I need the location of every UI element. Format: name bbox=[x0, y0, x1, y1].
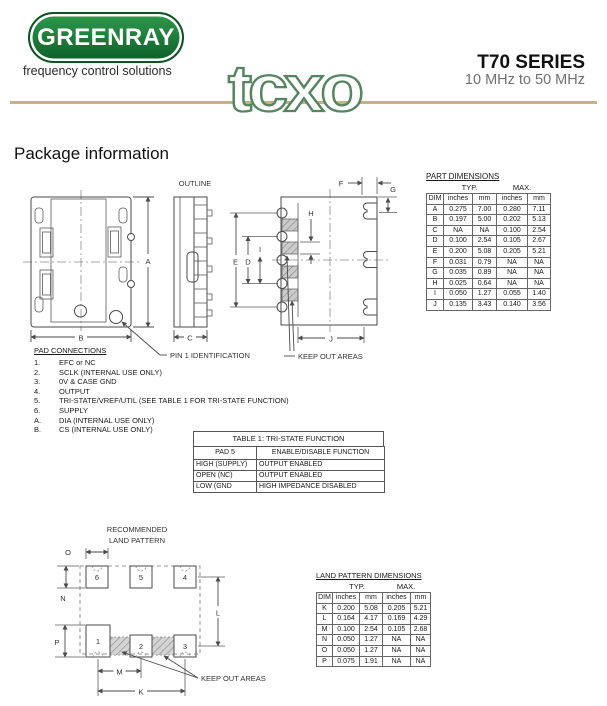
table-row bbox=[427, 225, 551, 236]
package-drawing bbox=[0, 168, 432, 374]
table-cell: 0.197 bbox=[444, 215, 473, 226]
table-cell: 1.40 bbox=[528, 289, 551, 300]
keepout-area bbox=[282, 289, 298, 301]
table-row bbox=[194, 482, 385, 493]
max-header: MAX. bbox=[396, 582, 416, 591]
dim-label-c: C bbox=[187, 333, 193, 343]
pad-function-label: CS (INTERNAL USE ONLY) bbox=[59, 425, 153, 435]
table-cell: 2.54 bbox=[528, 225, 551, 236]
pad-number: 1. bbox=[34, 358, 41, 367]
tristate-grid bbox=[193, 446, 385, 493]
pad-connection-item bbox=[34, 358, 289, 368]
page-title: Package information bbox=[14, 144, 169, 163]
table-cell: NA bbox=[383, 645, 411, 656]
table-cell: 2.54 bbox=[473, 236, 497, 247]
keepout-area bbox=[282, 242, 298, 254]
pad-connection-item bbox=[34, 368, 289, 378]
table-cell: 0.075 bbox=[333, 656, 360, 667]
land-pattern-dimensions-grid bbox=[316, 592, 431, 667]
table-cell: 2.68 bbox=[411, 624, 431, 635]
pad-number: 1 bbox=[95, 637, 101, 646]
table-row bbox=[427, 236, 551, 247]
table-cell: 1.91 bbox=[360, 656, 383, 667]
dim-label-f: F bbox=[338, 179, 344, 188]
table-cell: HIGH IMPEDANCE DISABLED bbox=[257, 482, 385, 493]
pad-number: 4. bbox=[34, 386, 41, 396]
table-cell: DIM bbox=[317, 593, 333, 604]
table-cell: B bbox=[427, 215, 444, 226]
table-cell: mm bbox=[360, 593, 383, 604]
table-cell: PAD 5 bbox=[194, 447, 257, 460]
table-cell: mm bbox=[528, 194, 551, 205]
table-cell: E bbox=[427, 246, 444, 257]
pad-function-label: DIA (INTERNAL USE ONLY) bbox=[59, 415, 155, 425]
pad-connections-title: PAD CONNECTIONS bbox=[34, 346, 107, 355]
pad-connection-item bbox=[34, 377, 289, 387]
table-cell: NA bbox=[411, 635, 431, 646]
outline-label: OUTLINE bbox=[178, 179, 212, 188]
dim-label-p: P bbox=[54, 638, 60, 647]
table-cell: 4.29 bbox=[411, 614, 431, 625]
table-cell: inches bbox=[333, 593, 360, 604]
pad-number: 6 bbox=[94, 573, 100, 582]
table-cell: 5.21 bbox=[411, 603, 431, 614]
table-cell: J bbox=[427, 299, 444, 310]
pin1-mark bbox=[110, 311, 123, 324]
table-cell: mm bbox=[411, 593, 431, 604]
land-pattern-title-1: RECOMMENDED bbox=[106, 525, 168, 534]
table-cell: L bbox=[317, 614, 333, 625]
table-cell: 0.205 bbox=[383, 603, 411, 614]
table-cell: 1.27 bbox=[360, 645, 383, 656]
table-cell: 0.050 bbox=[444, 289, 473, 300]
keepout-label: KEEP OUT AREAS bbox=[201, 674, 266, 683]
table-cell: OUTPUT ENABLED bbox=[257, 471, 385, 482]
land-pattern-dimensions-title: LAND PATTERN DIMENSIONS bbox=[316, 571, 422, 580]
pad-connections bbox=[34, 346, 289, 435]
pin1-label: PIN 1 IDENTIFICATION bbox=[170, 351, 250, 360]
table-cell: D bbox=[427, 236, 444, 247]
dim-label-b: B bbox=[78, 333, 84, 343]
table-cell: 0.275 bbox=[444, 204, 473, 215]
table-cell: A bbox=[427, 204, 444, 215]
tcxo-watermark: tcxo bbox=[228, 52, 361, 126]
table-cell: NA bbox=[528, 268, 551, 279]
pad-connection-item bbox=[34, 416, 289, 426]
table-cell: LOW (GND bbox=[194, 482, 257, 493]
table-cell: C bbox=[427, 225, 444, 236]
pad-number: 2 bbox=[138, 642, 144, 651]
table-cell: N bbox=[317, 635, 333, 646]
dim-label-e: E bbox=[232, 257, 239, 267]
table-row bbox=[427, 246, 551, 257]
pad-number: 4 bbox=[182, 573, 188, 582]
table-cell: 3.43 bbox=[473, 299, 497, 310]
table-header-row bbox=[317, 593, 431, 604]
table-cell: 5.00 bbox=[473, 215, 497, 226]
table-cell: 0.280 bbox=[497, 204, 528, 215]
table-cell: K bbox=[317, 603, 333, 614]
side-view-drawing bbox=[174, 179, 212, 343]
table-cell: 0.031 bbox=[444, 257, 473, 268]
land-pattern-dimensions bbox=[316, 571, 430, 667]
tristate-title: TABLE 1: TRI-STATE FUNCTION bbox=[193, 431, 384, 447]
table-row bbox=[427, 278, 551, 289]
pad-connection-item bbox=[34, 387, 289, 397]
dim-label-o: O bbox=[65, 548, 71, 557]
typ-max-header bbox=[426, 183, 550, 193]
pad-function-label: 0V & CASE GND bbox=[59, 377, 117, 387]
table-cell: 0.64 bbox=[473, 278, 497, 289]
table-cell: NA bbox=[497, 278, 528, 289]
table-cell: NA bbox=[383, 656, 411, 667]
keepout-area bbox=[282, 219, 298, 231]
table-cell: G bbox=[427, 268, 444, 279]
pad-number: 2. bbox=[34, 367, 41, 377]
bottom-view-drawing bbox=[230, 177, 397, 361]
dim-label-j: J bbox=[329, 334, 333, 344]
table-cell: 3.56 bbox=[528, 299, 551, 310]
table-cell: DIM bbox=[427, 194, 444, 205]
dim-label-h: H bbox=[308, 209, 314, 218]
pad-number: B. bbox=[34, 425, 42, 435]
table-cell: O bbox=[317, 645, 333, 656]
table-cell: mm bbox=[473, 194, 497, 205]
pad-connection-item bbox=[34, 406, 289, 416]
table-cell: 0.79 bbox=[473, 257, 497, 268]
part-dimensions-grid bbox=[426, 193, 551, 311]
dim-label-g: G bbox=[390, 185, 396, 194]
dim-label-n: N bbox=[60, 594, 66, 603]
table-row bbox=[317, 656, 431, 667]
table-cell: NA bbox=[383, 635, 411, 646]
table-cell: 1.27 bbox=[360, 635, 383, 646]
table-cell: 0.100 bbox=[333, 624, 360, 635]
frequency-range: 10 MHz to 50 MHz bbox=[464, 72, 585, 88]
table-cell: 0.025 bbox=[444, 278, 473, 289]
table-cell: M bbox=[317, 624, 333, 635]
keepout-area bbox=[110, 637, 130, 655]
table-cell: 0.200 bbox=[333, 603, 360, 614]
dim-label-a: A bbox=[145, 257, 151, 266]
table-row bbox=[317, 645, 431, 656]
greenray-logo bbox=[28, 12, 184, 63]
table-cell: 7.00 bbox=[473, 204, 497, 215]
pad-function-label: OUTPUT bbox=[59, 386, 90, 396]
land-pattern-title-2: LAND PATTERN bbox=[109, 536, 165, 545]
table-row bbox=[317, 603, 431, 614]
pad-number: 6. bbox=[34, 405, 41, 415]
table-cell: NA bbox=[444, 225, 473, 236]
dim-label-k: K bbox=[138, 687, 144, 697]
table-cell: 5.08 bbox=[473, 246, 497, 257]
table-cell: 0.055 bbox=[497, 289, 528, 300]
table-cell: inches bbox=[497, 194, 528, 205]
pad-function-label: SUPPLY bbox=[59, 405, 89, 415]
tristate-table bbox=[193, 431, 384, 493]
table-cell: NA bbox=[473, 225, 497, 236]
keepout-area bbox=[282, 266, 298, 278]
table-row bbox=[317, 614, 431, 625]
part-dimensions bbox=[426, 172, 550, 311]
table-cell: 5.13 bbox=[528, 215, 551, 226]
table-row bbox=[427, 268, 551, 279]
table-header-row bbox=[427, 194, 551, 205]
table-cell: 0.140 bbox=[497, 299, 528, 310]
table-cell: 0.050 bbox=[333, 645, 360, 656]
table-cell: 0.135 bbox=[444, 299, 473, 310]
table-cell: 0.89 bbox=[473, 268, 497, 279]
table-cell: NA bbox=[497, 257, 528, 268]
pad-function-label: EFC or NC bbox=[59, 358, 96, 367]
table-cell: NA bbox=[411, 645, 431, 656]
logo-tagline: frequency control solutions bbox=[23, 64, 172, 78]
pad-number: 5 bbox=[138, 573, 144, 582]
typ-max-header bbox=[316, 582, 430, 592]
table-cell: ENABLE/DISABLE FUNCTION bbox=[257, 447, 385, 460]
table-row bbox=[317, 635, 431, 646]
table-row bbox=[427, 299, 551, 310]
pad-number: A. bbox=[34, 415, 42, 425]
pad-function-label: TRI-STATE/VREF/UTIL (SEE TABLE 1 FOR TRI-STATE FUNCTION) bbox=[59, 396, 289, 406]
table-cell: inches bbox=[383, 593, 411, 604]
part-dimensions-title: PART DIMENSIONS bbox=[426, 172, 500, 181]
pad-number: 3. bbox=[34, 377, 41, 387]
table-cell: 2.67 bbox=[528, 236, 551, 247]
table-cell: 4.17 bbox=[360, 614, 383, 625]
table-cell: 0.100 bbox=[444, 236, 473, 247]
table-cell: OPEN (NC) bbox=[194, 471, 257, 482]
table-cell: NA bbox=[497, 268, 528, 279]
table-cell: 0.050 bbox=[333, 635, 360, 646]
table-cell: NA bbox=[528, 257, 551, 268]
table-cell: 5.08 bbox=[360, 603, 383, 614]
table-row bbox=[427, 257, 551, 268]
table-cell: F bbox=[427, 257, 444, 268]
table-row bbox=[427, 215, 551, 226]
pad-number: 3 bbox=[182, 642, 188, 651]
dim-label-i: I bbox=[258, 245, 262, 254]
pad-connections-list bbox=[34, 358, 289, 435]
table-cell: P bbox=[317, 656, 333, 667]
top-view-drawing bbox=[23, 190, 154, 343]
table-cell: 0.105 bbox=[383, 624, 411, 635]
table-cell: HIGH (SUPPLY) bbox=[194, 460, 257, 471]
table-row bbox=[194, 471, 385, 482]
table-cell: 0.105 bbox=[497, 236, 528, 247]
table-row bbox=[317, 624, 431, 635]
max-header: MAX. bbox=[512, 183, 532, 192]
table-cell: NA bbox=[528, 278, 551, 289]
table-cell: inches bbox=[444, 194, 473, 205]
table-cell: 0.169 bbox=[383, 614, 411, 625]
table-cell: OUTPUT ENABLED bbox=[257, 460, 385, 471]
series-title: T70 SERIES bbox=[477, 52, 585, 73]
logo-text: GREENRAY bbox=[37, 23, 175, 51]
table-header-row bbox=[194, 447, 385, 460]
table-cell: 0.035 bbox=[444, 268, 473, 279]
pad-number: 5. bbox=[34, 396, 41, 406]
table-cell: NA bbox=[411, 656, 431, 667]
keepout-label: KEEP OUT AREAS bbox=[298, 352, 363, 361]
table-cell: I bbox=[427, 289, 444, 300]
typ-header: TYP. bbox=[461, 183, 478, 192]
table-cell: 0.164 bbox=[333, 614, 360, 625]
table-cell: 0.200 bbox=[444, 246, 473, 257]
table-cell: 7.11 bbox=[528, 204, 551, 215]
table-row bbox=[427, 204, 551, 215]
table-cell: 0.205 bbox=[497, 246, 528, 257]
table-row bbox=[427, 289, 551, 300]
land-pattern-drawing bbox=[0, 518, 312, 706]
typ-header: TYP. bbox=[349, 582, 365, 591]
table-cell: 0.202 bbox=[497, 215, 528, 226]
dim-label-l: L bbox=[215, 608, 221, 618]
table-cell: 2.54 bbox=[360, 624, 383, 635]
table-row bbox=[194, 460, 385, 471]
table-cell: H bbox=[427, 278, 444, 289]
dim-label-m: M bbox=[116, 667, 123, 677]
table-cell: 1.27 bbox=[473, 289, 497, 300]
dim-label-d: D bbox=[245, 257, 251, 267]
keepout-area bbox=[152, 637, 174, 655]
table-cell: 5.21 bbox=[528, 246, 551, 257]
table-cell: 0.100 bbox=[497, 225, 528, 236]
pad-function-label: SCLK (INTERNAL USE ONLY) bbox=[59, 367, 162, 377]
pad-connection-item bbox=[34, 396, 289, 406]
